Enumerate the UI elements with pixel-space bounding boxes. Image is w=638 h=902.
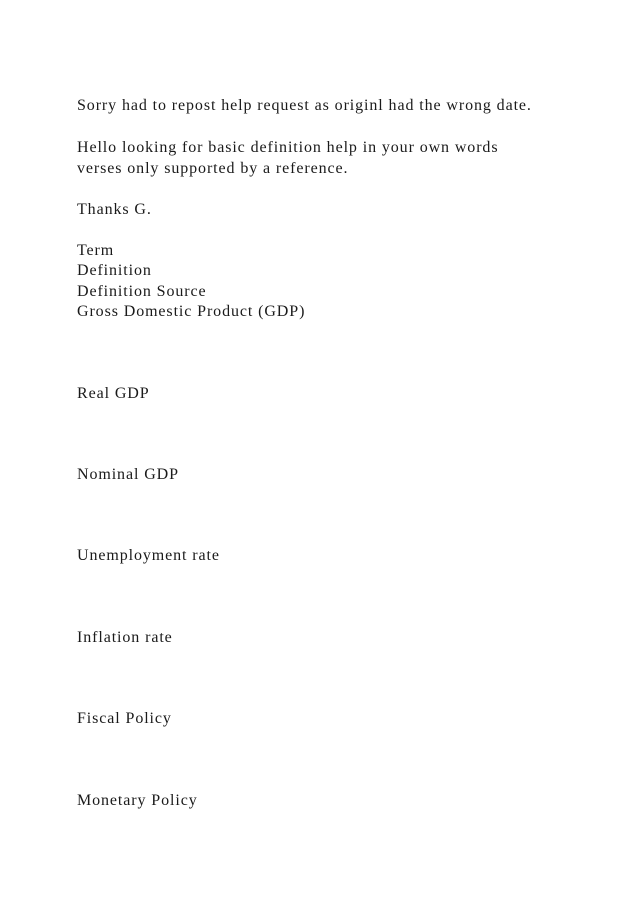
intro-apology-line: Sorry had to repost help request as originl had the wrong date. (77, 97, 532, 114)
term-inflation-rate: Inflation rate (77, 629, 173, 646)
header-definition-source: Definition Source (77, 283, 207, 300)
term-nominal-gdp: Nominal GDP (77, 466, 179, 483)
term-gdp: Gross Domestic Product (GDP) (77, 303, 306, 320)
header-term: Term (77, 242, 115, 259)
intro-signoff-line: Thanks G. (77, 201, 152, 218)
term-unemployment-rate: Unemployment rate (77, 547, 220, 564)
term-real-gdp: Real GDP (77, 385, 150, 402)
term-monetary-policy: Monetary Policy (77, 792, 198, 809)
intro-request-line-continued: verses only supported by a reference. (77, 160, 349, 177)
intro-request-line: Hello looking for basic definition help in your own words (77, 139, 499, 156)
header-definition: Definition (77, 262, 152, 279)
term-fiscal-policy: Fiscal Policy (77, 710, 172, 727)
